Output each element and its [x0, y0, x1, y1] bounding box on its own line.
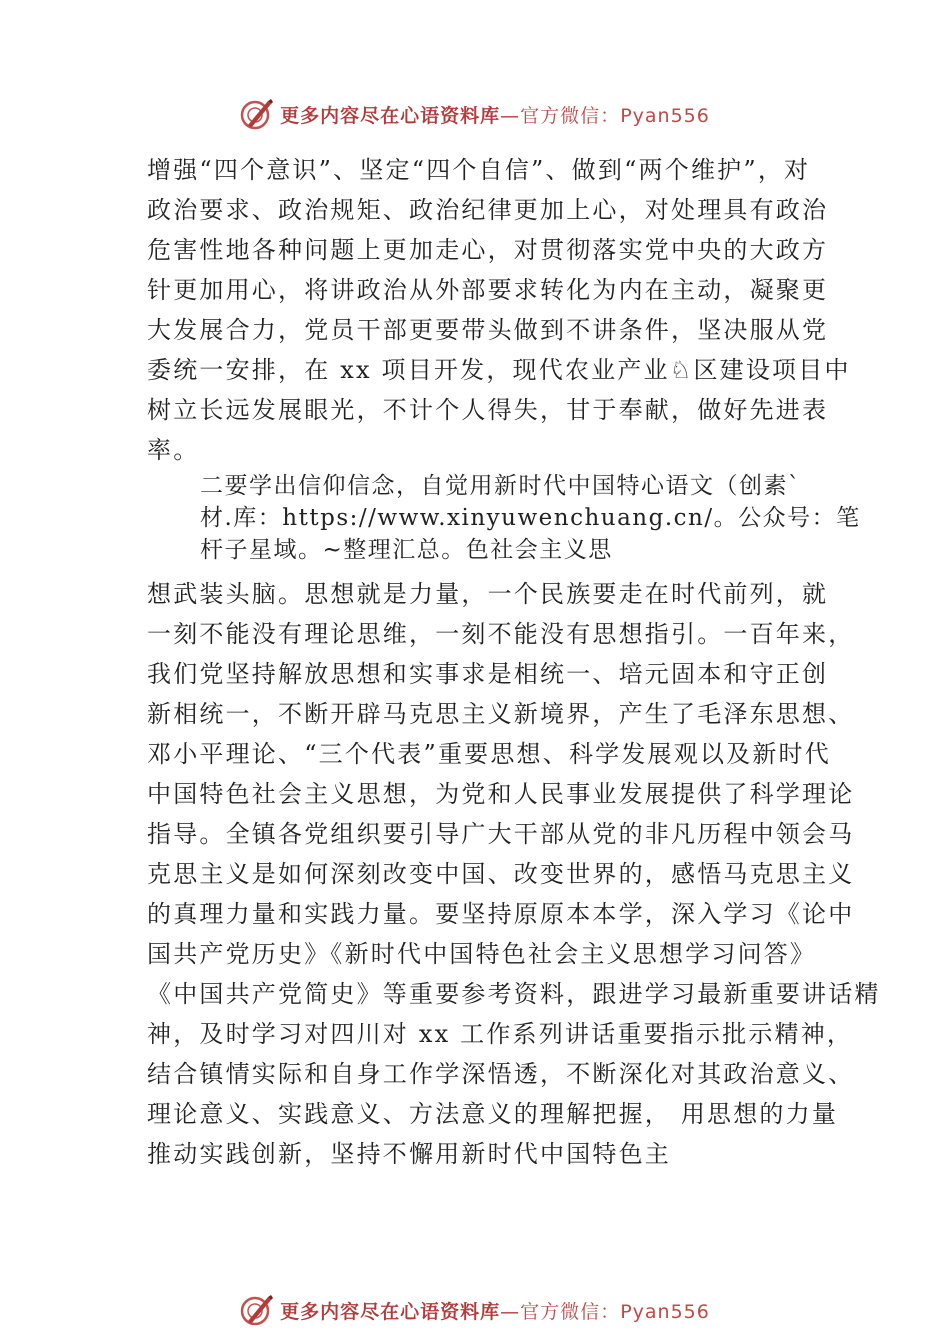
banner-wechat-label: 官方微信：: [520, 1300, 621, 1323]
paragraph-2: [147, 574, 881, 1174]
banner-title: 更多内容尽在心语资料库: [280, 104, 501, 127]
text-line: 二要学出信仰信念，自觉用新时代中国特心语文（创素`: [200, 473, 801, 499]
pen-logo-icon: [240, 97, 274, 131]
text-line: 指导。全镇各党组织要引导广大干部从党的非凡历程中领会马: [147, 820, 855, 848]
text-line: 邓小平理论、“三个代表”重要思想、科学发展观以及新时代: [147, 740, 831, 768]
text-line: 危害性地各种问题上更加走心，对贯彻落实党中央的大政方: [147, 236, 829, 264]
text-line: 结合镇情实际和自身工作学深悟透，不断深化对其政治意义、: [147, 1060, 855, 1088]
footer-banner: [0, 1288, 950, 1332]
text-line: 委统一安排，在 xx 项目开发，现代农业产业♘区建设项目中: [147, 356, 851, 384]
text-line: 大发展合力，党员干部更要带头做到不讲条件，坚决服从党: [147, 316, 829, 344]
text-line: 国共产党历史》《新时代中国特色社会主义思想学习问答》: [147, 940, 817, 968]
paragraph-1: [147, 150, 851, 470]
text-line: 神，及时学习对四川对 xx 工作系列讲话重要指示批示精神，: [147, 1020, 854, 1048]
text-line: 材.库：https://www.xinyuwenchuang.cn/。公众号：笔: [200, 505, 861, 531]
text-line: 克思主义是如何深刻改变中国、改变世界的，感悟马克思主义: [147, 860, 855, 888]
banner-text: [280, 1297, 710, 1324]
text-line: 一刻不能没有理论思维，一刻不能没有思想指引。一百年来，: [147, 620, 855, 648]
banner-wechat-id: Pyan556: [620, 104, 710, 127]
header-banner: [0, 92, 950, 136]
text-line: 《中国共产党简史》等重要参考资料，跟进学习最新重要讲话精: [147, 980, 881, 1008]
banner-title: 更多内容尽在心语资料库: [280, 1300, 501, 1323]
pen-logo-icon: [240, 1293, 274, 1327]
banner-separator: —: [500, 1300, 521, 1323]
text-line: 政治要求、政治规矩、政治纪律更加上心，对处理具有政治: [147, 196, 829, 224]
inserted-quote: [200, 470, 861, 566]
text-line: 我们党坚持解放思想和实事求是相统一、培元固本和守正创: [147, 660, 829, 688]
text-line: 增强“四个意识”、坚定“四个自信”、做到“两个维护”，对: [147, 156, 811, 184]
banner-separator: —: [500, 104, 521, 127]
text-line: 针更加用心，将讲政治从外部要求转化为内在主动，凝聚更: [147, 276, 829, 304]
text-line: 率。: [147, 436, 200, 464]
banner-wechat-id: Pyan556: [620, 1300, 710, 1323]
text-line: 树立长远发展眼光，不计个人得失，甘于奉献，做好先进表: [147, 396, 829, 424]
text-line: 杆子星域。~整理汇总。色社会主义思: [200, 537, 613, 563]
text-line: 新相统一，不断开辟马克思主义新境界，产生了毛泽东思想、: [147, 700, 855, 728]
text-line: 理论意义、实践意义、方法意义的理解把握， 用思想的力量: [147, 1100, 839, 1128]
text-line: 中国特色社会主义思想，为党和人民事业发展提供了科学理论: [147, 780, 855, 808]
text-line: 推动实践创新，坚持不懈用新时代中国特色主: [147, 1140, 671, 1168]
text-line: 想武装头脑。思想就是力量，一个民族要走在时代前列，就: [147, 580, 829, 608]
banner-wechat-label: 官方微信：: [520, 104, 621, 127]
banner-text: [280, 101, 710, 128]
text-line: 的真理力量和实践力量。要坚持原原本本学，深入学习《论中: [147, 900, 855, 928]
